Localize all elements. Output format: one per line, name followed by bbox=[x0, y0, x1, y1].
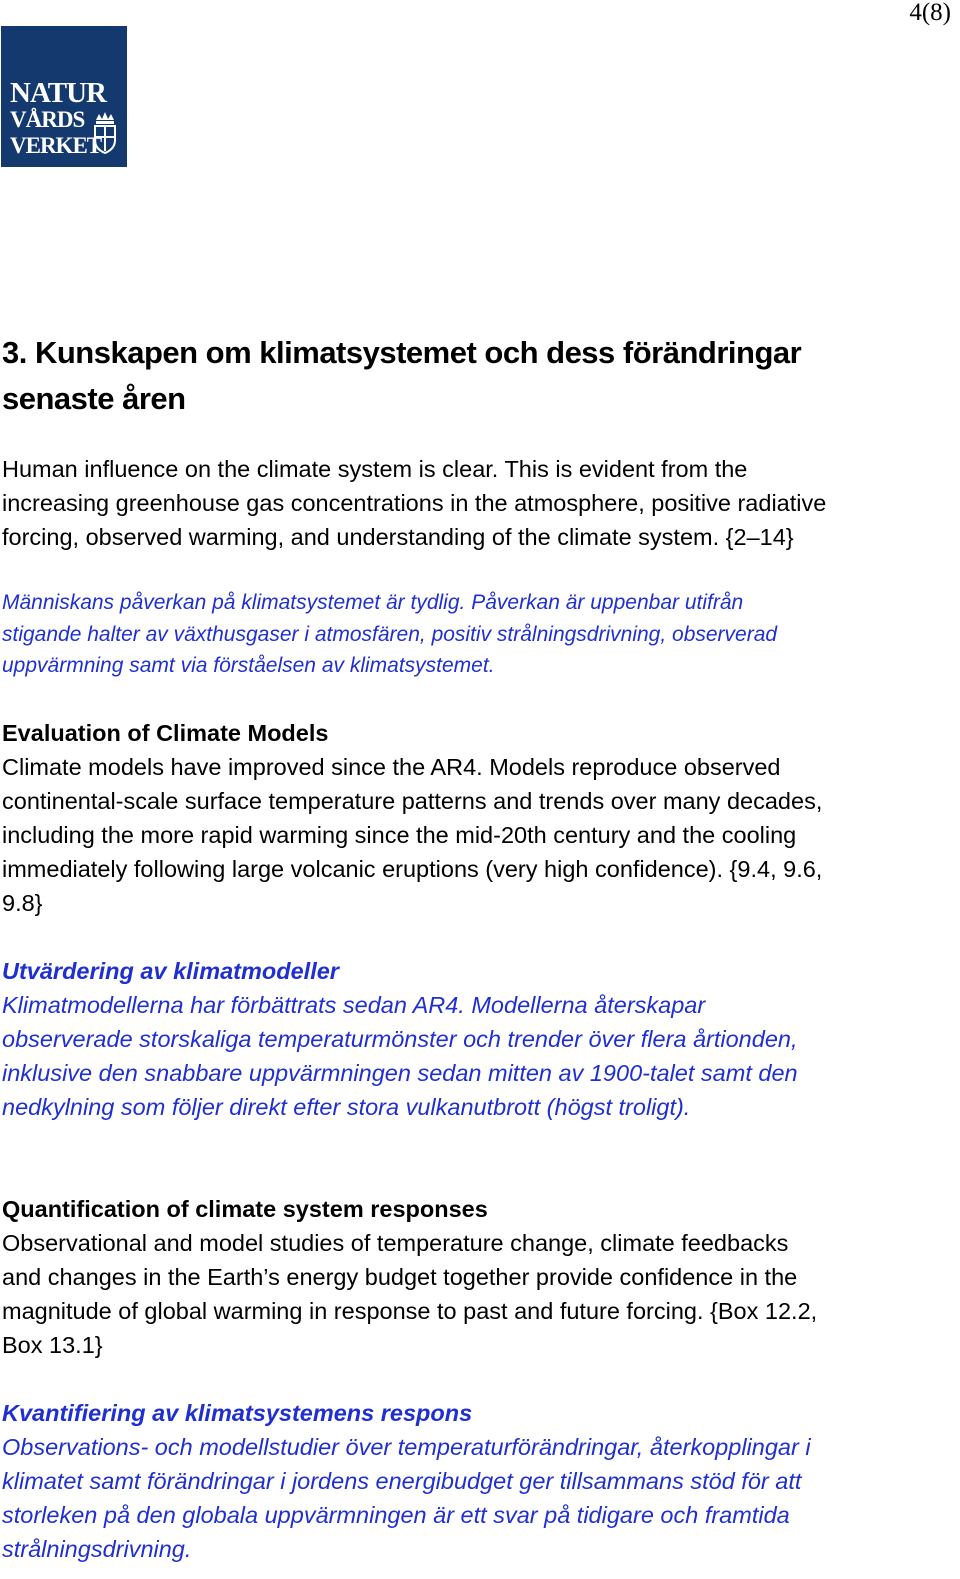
evaluation-heading-swedish: Utvärdering av klimatmodeller bbox=[2, 958, 339, 984]
naturvardsverket-logo bbox=[1, 26, 127, 167]
quantification-heading-swedish: Kvantifiering av klimatsystemens respons bbox=[2, 1400, 473, 1426]
quantification-body-english: Observational and model studies of temperature change, climate feedbacks and changes in the Earth’s energy budget together provide confidence in the magnitude of global warming in response to past and future forcing. {Box 12.2, Box 13.1} bbox=[2, 1230, 818, 1358]
evaluation-body-english: Climate models have improved since the AR4. Models reproduce observed continental-scale surface temperature patterns and trends over many decades, including the more rapid warming since the mid-20th century and the cooling immediately following large volcanic eruptions (very high confidence). {9.4, 9.6, 9.8} bbox=[2, 754, 823, 916]
intro-swedish: Människans påverkan på klimatsystemet är tydlig. Påverkan är uppenbar utifrån stigande halter av växthusgaser i atmosfären, positiv strålningsdrivning, observerad uppvärmning samt via förståelsen av klimatsystemet. bbox=[2, 591, 778, 677]
quantification-body-swedish: Observations- och modellstudier över temperaturförändringar, återkopplingar i klimatet samt förändringar i jordens energibudget ger tillsammans stöd för att storleken på den globala uppvärmningen är ett svar på tidigare och framtida strålningsdrivning. bbox=[2, 1434, 811, 1562]
logo-line-3: VERKET bbox=[10, 133, 102, 158]
page-number: 4(8) bbox=[909, 0, 951, 26]
crown-shield-icon bbox=[90, 110, 120, 154]
logo-line-1: NATUR bbox=[10, 77, 106, 109]
logo-line-2: VÅRDS bbox=[10, 107, 85, 132]
intro-english: Human influence on the climate system is clear. This is evident from the increasing greenhouse gas concentrations in the atmosphere, positive radiative forcing, observed warming, and understanding of the climate system. {2–14} bbox=[2, 456, 827, 550]
evaluation-body-swedish: Klimatmodellerna har förbättrats sedan AR4. Modellerna återskapar observerade storskaliga temperaturmönster och trender över flera årtionden, inklusive den snabbare uppvärmningen sedan mitten av 1900-talet samt den nedkylning som följer direkt efter stora vulkanutbrott (högst troligt). bbox=[2, 992, 798, 1120]
quantification-heading-english: Quantification of climate system responses bbox=[2, 1196, 488, 1222]
section-title: 3. Kunskapen om klimatsystemet och dess förändringar senaste åren bbox=[2, 335, 802, 416]
evaluation-heading-english: Evaluation of Climate Models bbox=[2, 720, 329, 746]
